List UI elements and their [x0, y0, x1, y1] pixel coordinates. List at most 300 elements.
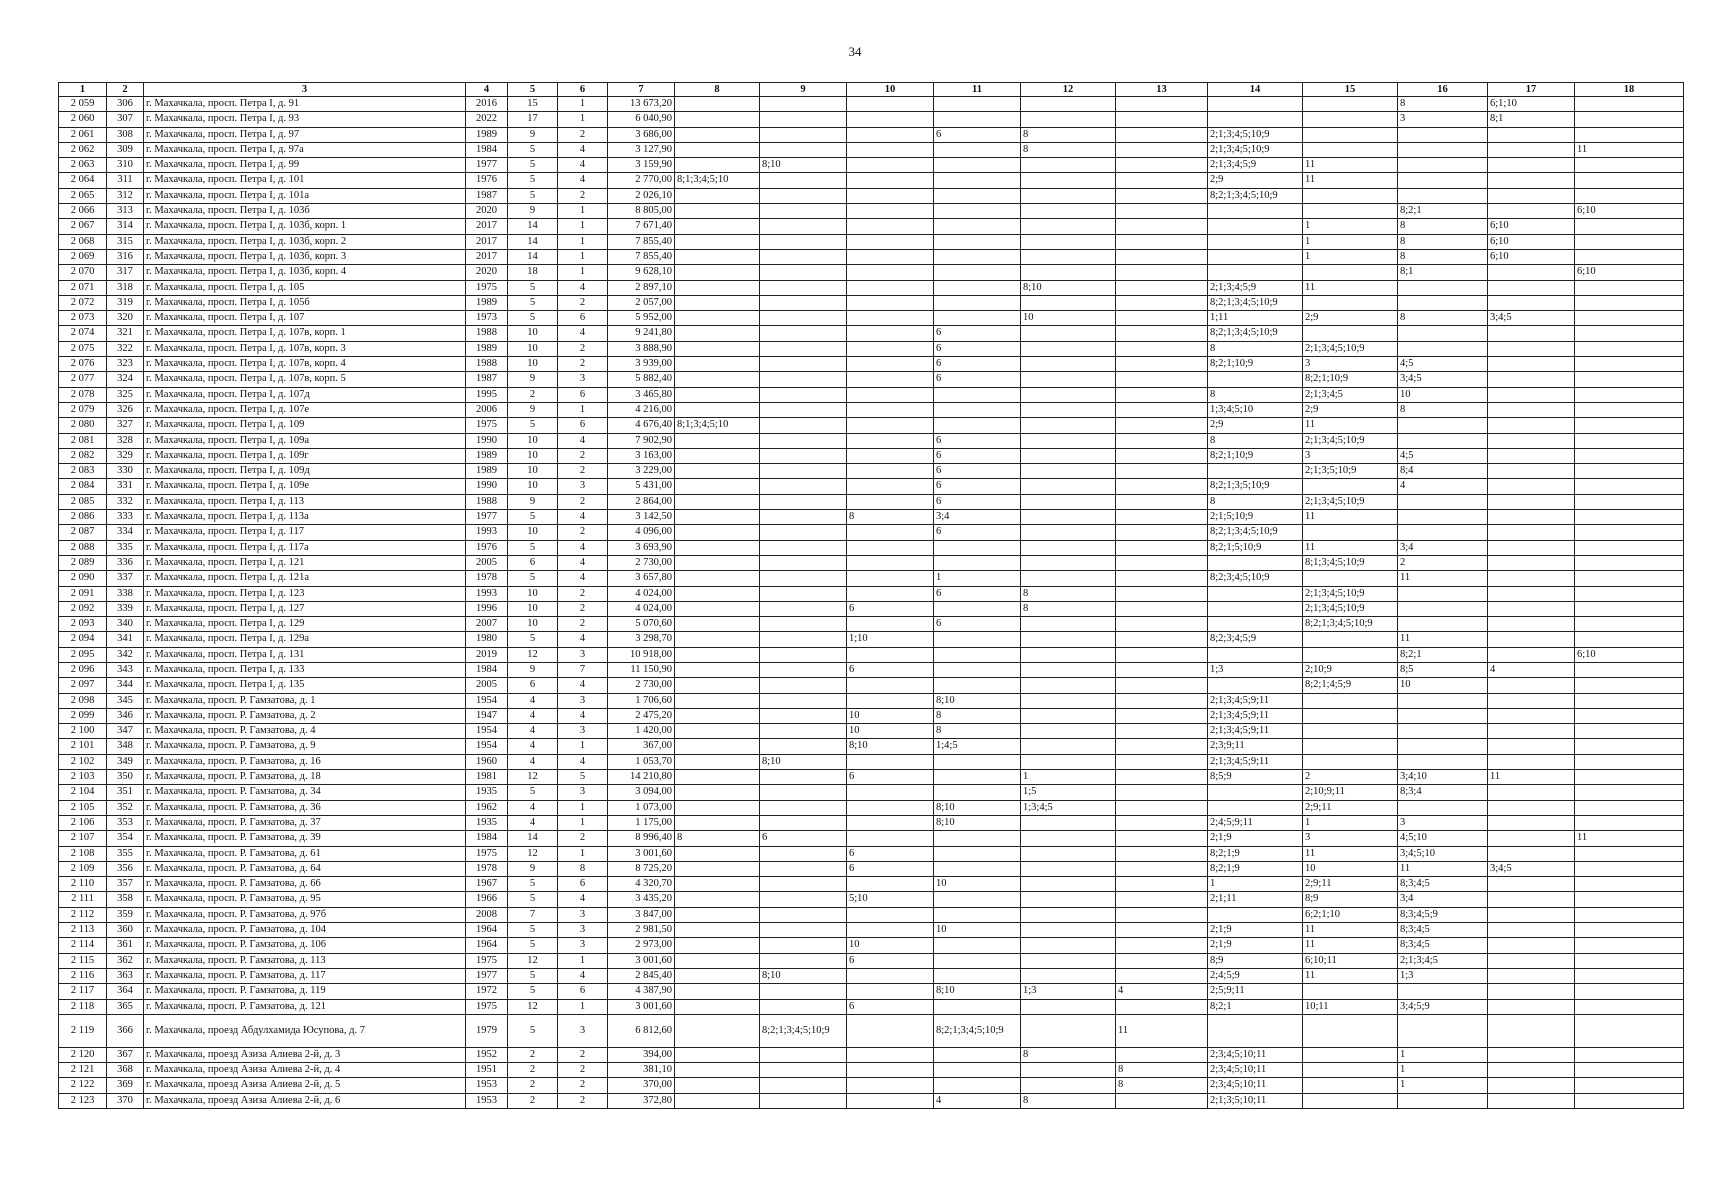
table-cell: 6 — [934, 525, 1021, 540]
table-cell — [1303, 1014, 1398, 1047]
table-body — [59, 97, 1684, 1109]
table-cell — [1575, 999, 1684, 1014]
table-cell — [675, 953, 760, 968]
table-cell — [760, 494, 847, 509]
table-cell — [1488, 402, 1575, 417]
table-cell: 2 864,00 — [608, 494, 675, 509]
table-cell: 15 — [508, 97, 558, 112]
table-cell: 366 — [107, 1014, 144, 1047]
table-cell — [1303, 479, 1398, 494]
table-cell: 2 057,00 — [608, 295, 675, 310]
table-cell: 11 — [1303, 923, 1398, 938]
table-cell — [760, 693, 847, 708]
table-cell — [760, 846, 847, 861]
table-cell: 1988 — [466, 494, 508, 509]
table-cell: 4 — [558, 892, 608, 907]
table-cell: 316 — [107, 249, 144, 264]
table-cell — [1303, 112, 1398, 127]
table-cell: 2 112 — [59, 907, 107, 922]
table-row — [59, 448, 1684, 463]
table-cell: 9 — [508, 494, 558, 509]
table-cell — [934, 1063, 1021, 1078]
table-cell — [675, 1063, 760, 1078]
table-cell: 2 060 — [59, 112, 107, 127]
table-cell: 10 — [508, 586, 558, 601]
table-cell — [1575, 555, 1684, 570]
table-cell — [1208, 464, 1303, 479]
table-cell — [675, 938, 760, 953]
housing-register-table — [58, 82, 1684, 1109]
table-cell: г. Махачкала, просп. Петра I, д. 117 — [144, 525, 466, 540]
table-cell — [934, 219, 1021, 234]
table-cell: 8;5;9 — [1208, 770, 1303, 785]
table-cell: 3 — [558, 923, 608, 938]
table-cell — [1398, 295, 1488, 310]
table-cell: 2 730,00 — [608, 678, 675, 693]
table-cell: 7 855,40 — [608, 234, 675, 249]
table-cell: 370,00 — [608, 1078, 675, 1093]
table-cell — [934, 280, 1021, 295]
table-cell — [675, 984, 760, 999]
column-header: 6 — [558, 83, 608, 97]
table-cell: 2 094 — [59, 632, 107, 647]
table-cell — [1575, 662, 1684, 677]
table-cell — [1488, 632, 1575, 647]
table-cell — [1575, 418, 1684, 433]
table-row — [59, 617, 1684, 632]
table-cell: 8 — [934, 708, 1021, 723]
table-cell — [1021, 1014, 1116, 1047]
table-cell — [675, 464, 760, 479]
table-cell: 2022 — [466, 112, 508, 127]
table-cell: 1996 — [466, 601, 508, 616]
table-cell: 1952 — [466, 1047, 508, 1062]
table-cell: г. Махачкала, просп. Р. Гамзатова, д. 18 — [144, 770, 466, 785]
table-cell — [675, 877, 760, 892]
table-cell: г. Махачкала, просп. Петра I, д. 109д — [144, 464, 466, 479]
table-cell: 2 111 — [59, 892, 107, 907]
table-cell: 9 — [508, 861, 558, 876]
table-cell: 1 — [558, 219, 608, 234]
table-cell — [1116, 127, 1208, 142]
table-cell: 8 — [847, 510, 934, 525]
table-cell — [760, 647, 847, 662]
table-cell: 1989 — [466, 341, 508, 356]
table-cell: 7 — [558, 662, 608, 677]
table-cell — [1575, 448, 1684, 463]
table-cell: 6 — [934, 464, 1021, 479]
column-header: 8 — [675, 83, 760, 97]
table-cell — [675, 815, 760, 830]
table-cell — [1488, 1063, 1575, 1078]
table-cell — [1575, 571, 1684, 586]
table-cell — [1575, 846, 1684, 861]
table-cell: 6;2;1;10 — [1303, 907, 1398, 922]
table-cell: 2 070 — [59, 265, 107, 280]
table-cell: 3;4;5;10 — [1398, 846, 1488, 861]
table-cell — [1575, 907, 1684, 922]
table-cell — [1116, 617, 1208, 632]
table-cell — [675, 494, 760, 509]
table-cell — [1303, 632, 1398, 647]
table-cell: 5 — [508, 295, 558, 310]
table-cell: 345 — [107, 693, 144, 708]
table-cell — [675, 693, 760, 708]
table-cell: 5 — [508, 510, 558, 525]
table-cell: 11 — [1303, 846, 1398, 861]
table-cell — [675, 586, 760, 601]
table-row — [59, 510, 1684, 525]
column-header: 9 — [760, 83, 847, 97]
table-cell — [1488, 280, 1575, 295]
table-cell — [1116, 571, 1208, 586]
table-cell — [675, 311, 760, 326]
table-cell: 2 114 — [59, 938, 107, 953]
table-cell: г. Махачкала, просп. Петра I, д. 97а — [144, 142, 466, 157]
table-cell: 8 — [1398, 402, 1488, 417]
table-cell: г. Махачкала, просп. Петра I, д. 109а — [144, 433, 466, 448]
table-cell — [1575, 540, 1684, 555]
table-cell: 4 — [1488, 662, 1575, 677]
table-cell — [1116, 907, 1208, 922]
table-cell — [1488, 326, 1575, 341]
table-cell — [760, 923, 847, 938]
table-cell: 2 — [508, 1063, 558, 1078]
table-cell: 2;1;3;4;5;9 — [1208, 280, 1303, 295]
table-cell — [675, 555, 760, 570]
table-row — [59, 418, 1684, 433]
table-cell: 8;1;3;4;5;10 — [675, 173, 760, 188]
table-cell — [1575, 311, 1684, 326]
table-cell: 10 — [1398, 678, 1488, 693]
table-cell: 2 026,10 — [608, 188, 675, 203]
table-cell: 3 — [558, 724, 608, 739]
table-cell — [1488, 540, 1575, 555]
table-cell: 2 074 — [59, 326, 107, 341]
table-cell: 6;10 — [1575, 204, 1684, 219]
table-cell — [1488, 693, 1575, 708]
table-row — [59, 846, 1684, 861]
table-cell: 5 — [508, 785, 558, 800]
table-cell: 1935 — [466, 785, 508, 800]
table-cell — [1303, 525, 1398, 540]
table-row — [59, 754, 1684, 769]
table-cell — [847, 158, 934, 173]
table-cell — [1488, 295, 1575, 310]
table-cell: 2 115 — [59, 953, 107, 968]
table-cell: 5 — [558, 770, 608, 785]
table-cell — [760, 97, 847, 112]
table-row — [59, 555, 1684, 570]
table-cell: 5 — [508, 142, 558, 157]
table-cell: 4 387,90 — [608, 984, 675, 999]
table-cell: 2 077 — [59, 372, 107, 387]
table-cell: 2016 — [466, 97, 508, 112]
table-cell: г. Махачкала, просп. Петра I, д. 113 — [144, 494, 466, 509]
table-cell — [675, 341, 760, 356]
table-cell: 5 070,60 — [608, 617, 675, 632]
table-cell: г. Махачкала, просп. Р. Гамзатова, д. 97б — [144, 907, 466, 922]
table-cell: 2;1;3;4;5;10;9 — [1303, 341, 1398, 356]
table-cell — [675, 1093, 760, 1108]
table-cell: 2 — [558, 357, 608, 372]
table-cell — [1575, 923, 1684, 938]
table-cell: г. Махачкала, просп. Петра I, д. 101а — [144, 188, 466, 203]
table-cell: 323 — [107, 357, 144, 372]
table-cell: 2 079 — [59, 402, 107, 417]
table-cell: 4;5 — [1398, 448, 1488, 463]
table-cell — [934, 861, 1021, 876]
table-cell: 3 — [1303, 357, 1398, 372]
table-cell — [1575, 785, 1684, 800]
table-cell — [1021, 632, 1116, 647]
table-cell: 11 — [1303, 510, 1398, 525]
table-cell — [1398, 433, 1488, 448]
table-cell: 8;2;1;10;9 — [1208, 448, 1303, 463]
table-cell — [847, 1014, 934, 1047]
table-cell — [1021, 402, 1116, 417]
table-row — [59, 142, 1684, 157]
table-cell: 3;4;5 — [1488, 861, 1575, 876]
table-cell: 2;10;9;11 — [1303, 785, 1398, 800]
table-cell — [760, 555, 847, 570]
table-cell: 1 175,00 — [608, 815, 675, 830]
table-cell — [847, 800, 934, 815]
table-cell: 6 — [558, 387, 608, 402]
table-cell — [847, 1063, 934, 1078]
table-cell: 8;10 — [934, 984, 1021, 999]
table-cell — [1116, 647, 1208, 662]
table-row — [59, 464, 1684, 479]
table-cell — [1116, 265, 1208, 280]
table-cell: 4 — [508, 815, 558, 830]
column-header: 11 — [934, 83, 1021, 97]
table-cell: 5 — [508, 877, 558, 892]
table-cell: 6 — [508, 555, 558, 570]
table-cell: 2;9 — [1303, 311, 1398, 326]
table-cell: 330 — [107, 464, 144, 479]
table-cell: 6;1;10 — [1488, 97, 1575, 112]
table-cell: 1975 — [466, 846, 508, 861]
table-cell: г. Махачкала, просп. Петра I, д. 129а — [144, 632, 466, 647]
table-cell: 2 — [558, 1078, 608, 1093]
table-cell — [1021, 158, 1116, 173]
table-cell: г. Махачкала, просп. Петра I, д. 93 — [144, 112, 466, 127]
table-cell: 8;2;1;3;4;5;10;9 — [1208, 295, 1303, 310]
table-cell: 10 — [508, 448, 558, 463]
table-cell: 6 — [847, 846, 934, 861]
table-cell — [847, 693, 934, 708]
table-cell: 3 — [558, 785, 608, 800]
table-cell — [675, 479, 760, 494]
table-cell: г. Махачкала, просп. Р. Гамзатова, д. 4 — [144, 724, 466, 739]
table-cell: 2;1;9 — [1208, 831, 1303, 846]
table-cell: 2;9 — [1303, 402, 1398, 417]
table-cell: 8 — [1208, 341, 1303, 356]
table-cell: 3;4;5 — [1398, 372, 1488, 387]
table-cell — [1398, 188, 1488, 203]
table-row — [59, 387, 1684, 402]
table-cell: 1;5 — [1021, 785, 1116, 800]
table-cell — [934, 540, 1021, 555]
table-cell: 12 — [508, 999, 558, 1014]
table-cell — [1575, 1078, 1684, 1093]
table-cell — [1488, 617, 1575, 632]
table-cell: 11 — [1303, 540, 1398, 555]
table-cell: 1984 — [466, 662, 508, 677]
table-cell — [847, 234, 934, 249]
table-cell: 2019 — [466, 647, 508, 662]
table-cell — [1575, 1093, 1684, 1108]
table-cell: 320 — [107, 311, 144, 326]
table-cell: 1975 — [466, 953, 508, 968]
table-cell: г. Махачкала, просп. Р. Гамзатова, д. 2 — [144, 708, 466, 723]
table-cell — [1303, 724, 1398, 739]
table-cell: 310 — [107, 158, 144, 173]
table-cell — [934, 555, 1021, 570]
table-cell: 2 — [558, 448, 608, 463]
table-cell: 2 119 — [59, 1014, 107, 1047]
table-cell — [934, 158, 1021, 173]
table-cell: 2 — [558, 341, 608, 356]
table-cell: г. Махачкала, просп. Петра I, д. 99 — [144, 158, 466, 173]
table-cell: 358 — [107, 892, 144, 907]
table-cell — [675, 785, 760, 800]
table-cell — [1116, 479, 1208, 494]
table-row — [59, 188, 1684, 203]
table-cell — [1575, 617, 1684, 632]
table-cell: 10 — [508, 479, 558, 494]
table-cell: 1954 — [466, 724, 508, 739]
table-row — [59, 693, 1684, 708]
table-cell — [1116, 846, 1208, 861]
table-cell — [847, 647, 934, 662]
table-cell: 6 — [558, 984, 608, 999]
table-cell: 9 628,10 — [608, 265, 675, 280]
page-number: 34 — [848, 44, 862, 59]
table-cell — [760, 1093, 847, 1108]
table-cell — [675, 433, 760, 448]
table-cell — [934, 662, 1021, 677]
table-cell — [1575, 433, 1684, 448]
table-cell: 1 — [558, 204, 608, 219]
table-cell: 10 — [508, 464, 558, 479]
table-cell: 2 121 — [59, 1063, 107, 1078]
table-cell: 348 — [107, 739, 144, 754]
table-row — [59, 678, 1684, 693]
table-cell — [1488, 831, 1575, 846]
table-cell — [675, 999, 760, 1014]
table-cell: 1947 — [466, 708, 508, 723]
table-cell — [1116, 632, 1208, 647]
table-cell — [760, 662, 847, 677]
table-cell — [760, 938, 847, 953]
table-cell: 8;9 — [1303, 892, 1398, 907]
table-cell: 337 — [107, 571, 144, 586]
table-cell: 6 — [934, 448, 1021, 463]
table-cell — [1488, 357, 1575, 372]
table-cell: 352 — [107, 800, 144, 815]
table-cell: 6;10 — [1488, 234, 1575, 249]
table-cell — [675, 1014, 760, 1047]
table-cell: 2 063 — [59, 158, 107, 173]
table-cell — [934, 907, 1021, 922]
table-cell: г. Махачкала, просп. Р. Гамзатова, д. 64 — [144, 861, 466, 876]
table-cell — [1116, 877, 1208, 892]
column-header: 16 — [1398, 83, 1488, 97]
table-cell — [1303, 1063, 1398, 1078]
table-cell — [760, 571, 847, 586]
table-cell: 347 — [107, 724, 144, 739]
table-cell: 9 — [508, 127, 558, 142]
table-cell: 8;10 — [760, 968, 847, 983]
table-row — [59, 739, 1684, 754]
table-cell — [760, 1078, 847, 1093]
table-cell — [1021, 372, 1116, 387]
table-cell: 2;9;11 — [1303, 877, 1398, 892]
table-cell — [1398, 984, 1488, 999]
table-cell: 1973 — [466, 311, 508, 326]
table-cell: 1988 — [466, 326, 508, 341]
table-cell — [1116, 372, 1208, 387]
table-cell — [1021, 326, 1116, 341]
table-cell — [1575, 372, 1684, 387]
table-cell — [1303, 188, 1398, 203]
table-row — [59, 662, 1684, 677]
table-cell — [1116, 586, 1208, 601]
table-cell: г. Махачкала, просп. Петра I, д. 127 — [144, 601, 466, 616]
table-cell: 5 — [508, 571, 558, 586]
table-cell: 1 — [1398, 1078, 1488, 1093]
table-cell: 8;10 — [934, 815, 1021, 830]
table-cell — [1575, 1014, 1684, 1047]
table-cell: 8 — [1021, 586, 1116, 601]
table-cell — [1021, 953, 1116, 968]
table-cell — [1208, 204, 1303, 219]
table-cell — [1488, 647, 1575, 662]
table-cell — [1116, 693, 1208, 708]
table-cell: 2 078 — [59, 387, 107, 402]
table-cell: 2;1;9 — [1208, 923, 1303, 938]
table-cell: 6 — [934, 326, 1021, 341]
table-cell: 11 — [1575, 142, 1684, 157]
table-cell — [1021, 1063, 1116, 1078]
column-header: 4 — [466, 83, 508, 97]
table-cell: 2 076 — [59, 357, 107, 372]
table-cell: 1 — [1303, 219, 1398, 234]
table-cell — [1116, 1093, 1208, 1108]
table-cell — [847, 142, 934, 157]
table-cell: 2 106 — [59, 815, 107, 830]
table-cell: г. Махачкала, просп. Петра I, д. 109е — [144, 479, 466, 494]
table-cell — [675, 708, 760, 723]
table-cell — [760, 861, 847, 876]
column-header: 7 — [608, 83, 675, 97]
table-cell: 1 — [558, 249, 608, 264]
table-cell: 6 — [847, 662, 934, 677]
table-cell: 5 — [508, 1014, 558, 1047]
table-cell — [847, 402, 934, 417]
table-cell — [1575, 326, 1684, 341]
table-cell — [1116, 815, 1208, 830]
table-cell — [1021, 708, 1116, 723]
table-cell — [934, 999, 1021, 1014]
table-cell — [1116, 341, 1208, 356]
table-cell — [1488, 571, 1575, 586]
table-cell: 2 — [558, 127, 608, 142]
table-cell: 6;10 — [1488, 219, 1575, 234]
table-cell — [1398, 586, 1488, 601]
